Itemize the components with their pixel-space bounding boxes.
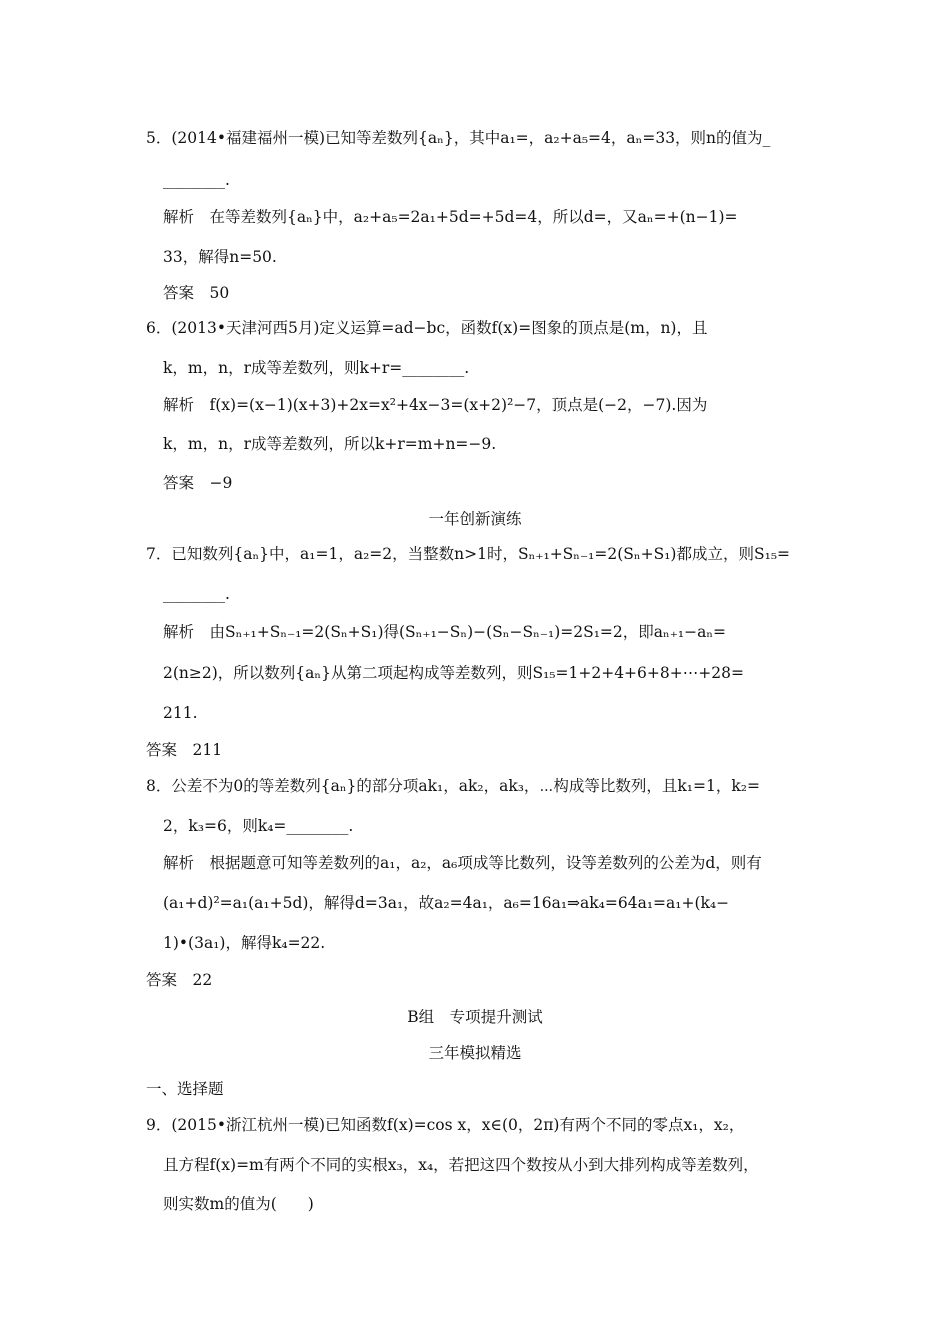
problem-7-solution: 解析 由Sₙ₊₁+Sₙ₋₁=2(Sₙ+S₁)得(Sₙ₊₁−Sₙ)−(Sₙ−Sₙ₋₁)=2S₁=2，即aₙ₊₁−aₙ=	[163, 623, 727, 641]
problem-9-stem-cont: 且方程f(x)=m有两个不同的实根x₃，x₄，若把这四个数按从小到大排列构成等差数列，	[163, 1156, 759, 1174]
problem-9-stem-end: 则实数m的值为( )	[163, 1195, 314, 1213]
problem-8-stem: 8．公差不为0的等差数列{aₙ}的部分项ak₁，ak₂，ak₃，⋯构成等比数列，且k₁=1，k₂=	[146, 777, 760, 795]
problem-7-solution-cont: 2(n≥2)，所以数列{aₙ}从第二项起构成等差数列，则S₁₅=1+2+4+6+8+⋯+28=	[163, 664, 744, 682]
section-heading-group-b: B组 专项提升测试	[407, 1008, 543, 1026]
problem-5-answer: 答案 50	[163, 284, 230, 302]
problem-7-solution-end: 211.	[163, 704, 198, 722]
problem-7-blank: ________.	[163, 585, 230, 603]
problem-6-solution-cont: k，m，n，r成等差数列，所以k+r=m+n=−9.	[163, 435, 497, 453]
problem-8-solution: 解析 根据题意可知等差数列的a₁，a₂，a₆项成等比数列，设等差数列的公差为d，则有	[163, 854, 762, 872]
section-heading-innovation: 一年创新演练	[428, 510, 522, 528]
section-heading-choice: 一、选择题	[146, 1080, 224, 1098]
problem-8-solution-cont: (a₁+d)²=a₁(a₁+5d)，解得d=3a₁，故a₂=4a₁，a₆=16a₁⇒ak₄=64a₁=a₁+(k₄−	[163, 894, 730, 912]
problem-9-stem: 9．(2015•浙江杭州一模)已知函数f(x)=cos x，x∈(0，2π)有两个不同的零点x₁，x₂，	[146, 1116, 745, 1134]
problem-5-solution-cont: 33，解得n=50.	[163, 248, 277, 266]
problem-7-stem: 7．已知数列{aₙ}中，a₁=1，a₂=2，当整数n>1时，Sₙ₊₁+Sₙ₋₁=2(Sₙ+S₁)都成立，则S₁₅=	[146, 545, 791, 563]
problem-8-answer: 答案 22	[146, 971, 213, 989]
problem-5-stem: 5．(2014•福建福州一模)已知等差数列{aₙ}，其中a₁=，a₂+a₅=4，aₙ=33，则n的值为_	[146, 129, 771, 147]
problem-6-solution: 解析 f(x)=(x−1)(x+3)+2x=x²+4x−3=(x+2)²−7，顶点是(−2，−7).因为	[163, 396, 708, 414]
problem-6-stem-cont: k，m，n，r成等差数列，则k+r=________.	[163, 359, 470, 377]
problem-6-stem: 6．(2013•天津河西5月)定义运算=ad−bc，函数f(x)=图象的顶点是(m，n)，且	[146, 319, 708, 337]
problem-5-solution: 解析 在等差数列{aₙ}中，a₂+a₅=2a₁+5d=+5d=4，所以d=，又aₙ=+(n−1)=	[163, 208, 738, 226]
problem-7-answer: 答案 211	[146, 741, 223, 759]
problem-8-stem-cont: 2，k₃=6，则k₄=________.	[163, 817, 354, 835]
problem-5-blank: ________.	[163, 171, 230, 189]
problem-6-answer: 答案 −9	[163, 474, 233, 492]
section-heading-three-years: 三年模拟精选	[428, 1044, 522, 1062]
problem-8-solution-end: 1)•(3a₁)，解得k₄=22.	[163, 934, 326, 952]
